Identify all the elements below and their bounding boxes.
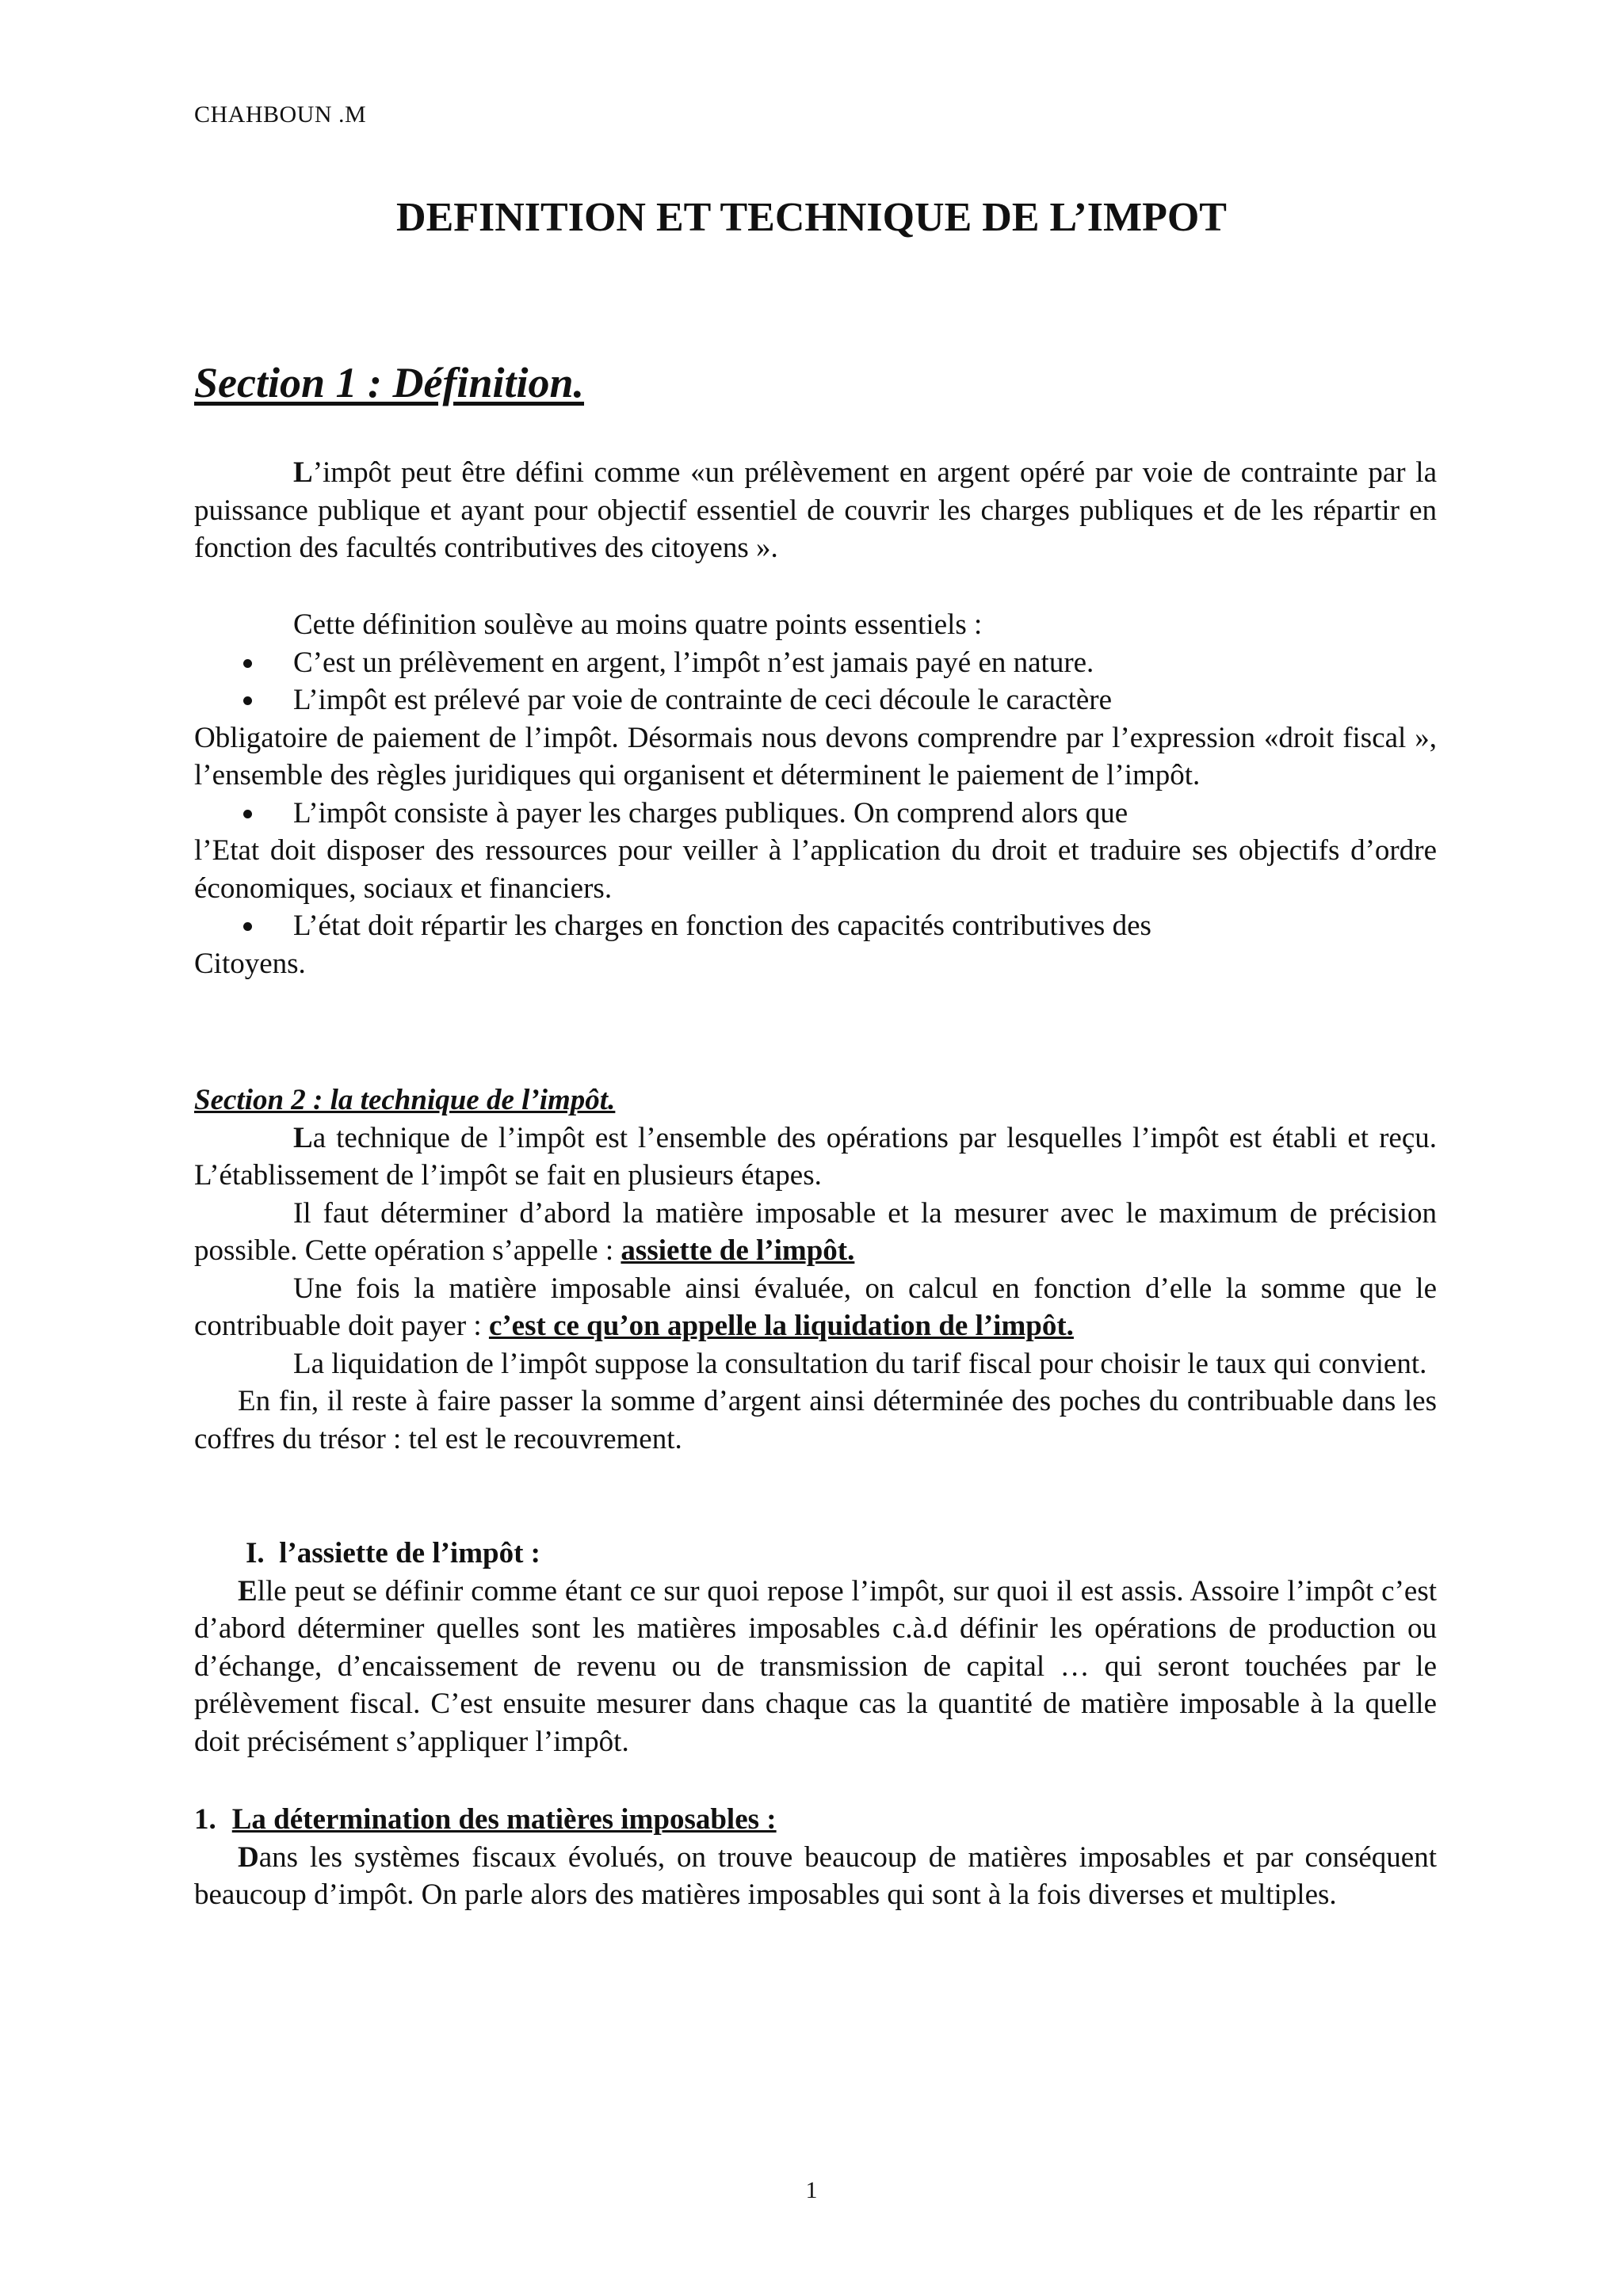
subsection-1-heading: 1. La détermination des matières imposables : xyxy=(194,1803,777,1836)
bullet-icon xyxy=(243,810,252,818)
bullet-continuation: Obligatoire de paiement de l’impôt. Désormais nous devons comprendre par l’expression «droit fiscal », l’ensemble des règles juridiques qui organisent et déterminent le paiement de l’impôt. xyxy=(194,721,1437,791)
term-assiette: assiette de l’impôt. xyxy=(621,1234,855,1267)
bullet-icon xyxy=(243,659,252,668)
part-1-paragraph: lle peut se définir comme étant ce sur quoi repose l’impôt, sur quoi il est assis. Assoire l’impôt c’est d’abord déterminer quelles sont les matières imposables c.à.d définir les opérations de production ou d’échange, d’encaissement de revenu ou de transmission de capital … qui seront touchées par le prélèvement fiscal. C’est ensuite mesurer dans chaque cas la quantité de matière imposable à la quelle doit précisément s’appliquer l’impôt. xyxy=(194,1574,1437,1758)
bullet-icon xyxy=(243,696,252,705)
section-2 xyxy=(194,1081,1437,1458)
section-2-paragraph-4: La liquidation de l’impôt suppose la consultation du tarif fiscal pour choisir le taux qui convient. xyxy=(293,1347,1427,1380)
section-2-heading: Section 2 : la technique de l’impôt. xyxy=(194,1084,616,1116)
subsection-1-paragraph: ans les systèmes fiscaux évolués, on trouve beaucoup de matières imposables et par conséquent beaucoup d’impôt. On parle alors des matières imposables qui sont à la fois diverses et multiples. xyxy=(194,1840,1437,1911)
points-list xyxy=(194,606,1437,982)
definition-text: ’impôt peut être défini comme «un prélèvement en argent opéré par voie de contrainte par la puissance publique et ayant pour objectif essentiel de couvrir les charges publiques et de les répartir en fonction des facultés contributives des citoyens ». xyxy=(194,456,1437,564)
bullet-item: L’état doit répartir les charges en fonction des capacités contributives des xyxy=(194,907,1437,945)
author-header: CHAHBOUN .M xyxy=(194,101,367,128)
section-2-paragraph-5: En fin, il reste à faire passer la somme d’argent ainsi déterminée des poches du contribuable dans les coffres du trésor : tel est le recouvrement. xyxy=(194,1385,1437,1455)
bullet-continuation: Citoyens. xyxy=(194,947,306,980)
section-2-paragraph-2: Il faut déterminer d’abord la matière imposable et la mesurer avec le maximum de précision possible. Cette opération s’appelle : xyxy=(194,1196,1437,1267)
bullet-item: L’impôt consiste à payer les charges publiques. On comprend alors que xyxy=(194,795,1437,833)
page-number: 1 xyxy=(805,2177,818,2203)
section-1-heading: Section 1 : Définition. xyxy=(194,359,585,406)
part-1-heading: I. l’assiette de l’impôt : xyxy=(246,1537,540,1569)
bullet-item: L’impôt est prélevé par voie de contrainte de ceci découle le caractère xyxy=(194,681,1437,719)
drop-letter: D xyxy=(238,1840,259,1874)
drop-letter: L xyxy=(293,456,313,489)
subsection-1 xyxy=(194,1801,1437,1914)
drop-letter: L xyxy=(293,1121,313,1154)
points-intro: Cette définition soulève au moins quatre points essentiels : xyxy=(293,608,983,641)
part-1 xyxy=(194,1535,1437,1760)
term-liquidation: c’est ce qu’on appelle la liquidation de l’impôt. xyxy=(488,1310,1074,1342)
drop-letter: E xyxy=(238,1574,258,1608)
page-title: DEFINITION ET TECHNIQUE DE L’IMPOT xyxy=(396,195,1227,240)
bullet-continuation: l’Etat doit disposer des ressources pour veiller à l’application du droit et traduire ses objectifs d’ordre économiques, sociaux et financiers. xyxy=(194,834,1437,905)
section-2-paragraph-1: a technique de l’impôt est l’ensemble des opérations par lesquelles l’impôt est établi et reçu. L’établissement de l’impôt se fait en plusieurs étapes. xyxy=(194,1121,1437,1192)
bullet-item: C’est un prélèvement en argent, l’impôt n’est jamais payé en nature. xyxy=(194,644,1437,682)
section-2-paragraph-3: Une fois la matière imposable ainsi évaluée, on calcul en fonction d’elle la somme que le contribuable doit payer : xyxy=(194,1272,1437,1342)
definition-paragraph xyxy=(194,454,1437,567)
bullet-icon xyxy=(243,922,252,931)
